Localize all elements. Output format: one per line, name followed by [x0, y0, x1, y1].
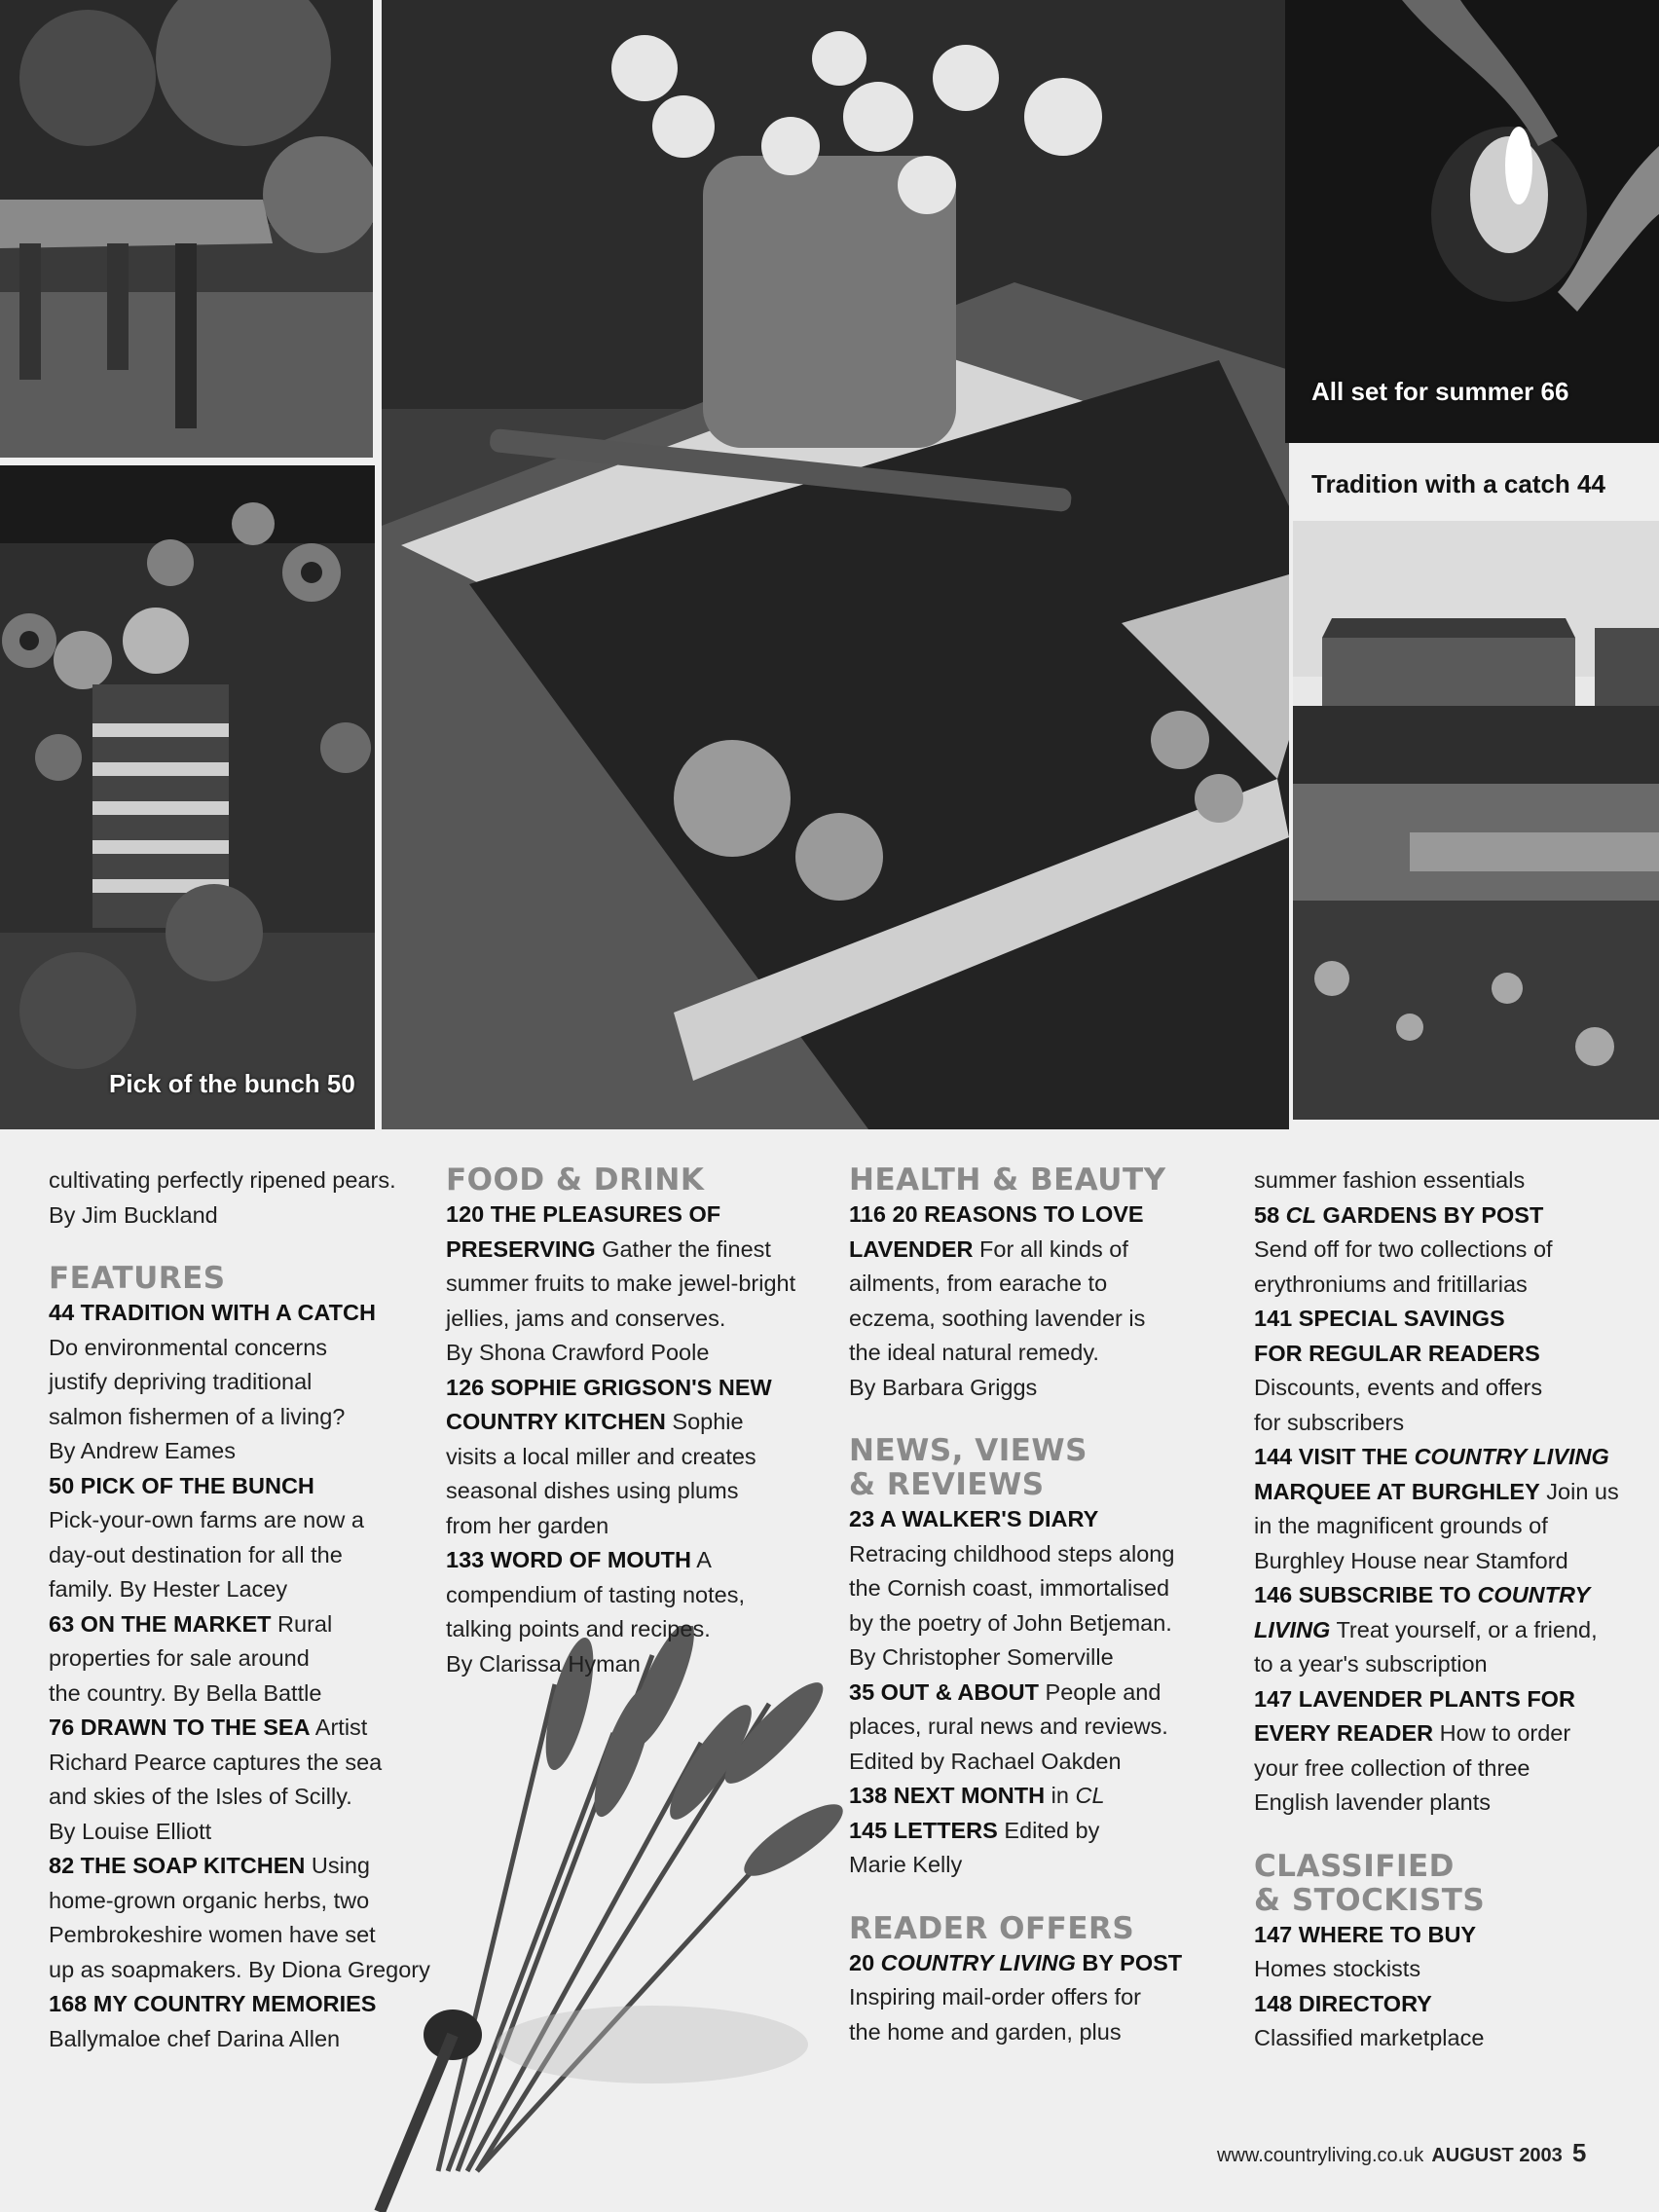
- toc-text: Artist: [310, 1714, 368, 1740]
- toc-text: day-out destination for all the: [49, 1541, 343, 1567]
- toc-text: Richard Pearce captures the sea: [49, 1749, 383, 1775]
- toc-title: 63: [49, 1610, 81, 1637]
- toc-text: By Clarissa Hyman: [446, 1650, 641, 1677]
- toc-line: [49, 1503, 438, 1538]
- toc-text: family. By Hester Lacey: [49, 1576, 288, 1602]
- toc-line: [446, 1440, 835, 1475]
- toc-text: visits a local miller and creates: [446, 1443, 756, 1469]
- toc-title: SPECIAL SAVINGS: [1298, 1306, 1505, 1331]
- toc-column-1: [49, 1163, 438, 2056]
- toc-title: 133: [446, 1547, 491, 1572]
- toc-line: [446, 1647, 835, 1682]
- toc-line: [1254, 2021, 1653, 2056]
- toc-text: talking points and recipes.: [446, 1616, 711, 1641]
- toc-line: [1254, 1233, 1653, 1268]
- toc-title: 120: [446, 1201, 491, 1227]
- toc-line: [446, 1302, 835, 1337]
- toc-text: Retracing childhood steps along: [849, 1540, 1175, 1567]
- toc-title: LETTERS: [893, 1817, 998, 1843]
- section-heading: CLASSIFIED: [1254, 1848, 1455, 1884]
- toc-line: [49, 1884, 438, 1919]
- toc-title: 82: [49, 1853, 81, 1878]
- toc-line: [1254, 1786, 1653, 1821]
- section-heading: READER OFFERS: [849, 1910, 1135, 1946]
- toc-text: Using: [305, 1853, 370, 1878]
- toc-title: 50: [49, 1472, 81, 1498]
- toc-title: 20 REASONS TO LOVE: [892, 1201, 1144, 1227]
- toc-text: For all kinds of: [973, 1235, 1128, 1262]
- caption-pick-of-bunch: Pick of the bunch 50: [109, 1069, 355, 1098]
- toc-line: [849, 1745, 1238, 1780]
- toc-text: in: [1045, 1783, 1076, 1808]
- toc-line: [1254, 1578, 1653, 1613]
- toc-title: 148: [1254, 1990, 1299, 2016]
- toc-title: PICK OF THE BUNCH: [80, 1472, 314, 1498]
- toc-line: [49, 1987, 438, 2022]
- toc-line: [49, 1780, 438, 1815]
- toc-title: A WALKER'S DIARY: [879, 1506, 1099, 1531]
- toc-line: [49, 1953, 438, 1988]
- toc-line: [49, 2022, 438, 2057]
- toc-line: [1254, 1163, 1653, 1198]
- toc-title: 126: [446, 1374, 491, 1400]
- toc-text: by the poetry of John Betjeman.: [849, 1609, 1172, 1636]
- toc-text: Join us: [1539, 1478, 1619, 1504]
- toc-text: By Shona Crawford Poole: [446, 1340, 710, 1365]
- toc-title: LIVING: [1254, 1616, 1331, 1642]
- toc-title: 141: [1254, 1306, 1299, 1331]
- section-heading: NEWS, VIEWS: [849, 1433, 1088, 1468]
- toc-text: Do environmental concerns: [49, 1334, 328, 1360]
- toc-line: [849, 1779, 1238, 1814]
- toc-line: [1254, 1440, 1653, 1475]
- toc-text: Treat yourself, or a friend,: [1330, 1616, 1598, 1642]
- toc-text: By Jim Buckland: [49, 1201, 218, 1228]
- toc-title: PRESERVING: [446, 1235, 596, 1262]
- toc-text: Classified marketplace: [1254, 2025, 1485, 2050]
- spacer: [849, 1405, 1238, 1434]
- toc-line: [849, 1267, 1238, 1302]
- toc-line: [49, 1918, 438, 1953]
- toc-line: [1254, 1682, 1653, 1717]
- toc-title: EVERY READER: [1254, 1720, 1434, 1746]
- toc-line: [1254, 1406, 1653, 1441]
- spacer: [849, 1883, 1238, 1912]
- toc-text: your free collection of three: [1254, 1754, 1530, 1781]
- toc-line: [849, 1302, 1238, 1337]
- garden-table-photo: [0, 0, 373, 458]
- toc-title: WHERE TO BUY: [1298, 1921, 1477, 1947]
- toc-title: OUT & ABOUT: [880, 1678, 1039, 1705]
- toc-line: [849, 1641, 1238, 1676]
- toc-line: [1254, 1337, 1653, 1372]
- toc-text: Pembrokeshire women have set: [49, 1922, 376, 1947]
- toc-title: COUNTRY LIVING: [1414, 1444, 1609, 1469]
- toc-title: COUNTRY: [1477, 1582, 1591, 1607]
- toc-text: cultivating perfectly ripened pears.: [49, 1167, 396, 1193]
- toc-title: THE SOAP KITCHEN: [80, 1853, 306, 1878]
- toc-text: English lavender plants: [1254, 1789, 1491, 1815]
- toc-line: [49, 1607, 438, 1642]
- toc-title: 144: [1254, 1444, 1299, 1469]
- toc-text: erythroniums and fritillarias: [1254, 1271, 1528, 1297]
- section-heading: FEATURES: [49, 1261, 226, 1296]
- toc-line: [49, 1469, 438, 1504]
- toc-title: 76: [49, 1714, 81, 1740]
- toc-text: Pick-your-own farms are now a: [49, 1507, 364, 1532]
- toc-line: [1254, 1716, 1653, 1751]
- toc-text: seasonal dishes using plums: [446, 1478, 739, 1503]
- toc-line: [49, 1331, 438, 1366]
- toc-line: [1254, 1475, 1653, 1510]
- toc-text: summer fashion essentials: [1254, 1167, 1526, 1193]
- toc-title: MARQUEE AT BURGHLEY: [1254, 1478, 1540, 1504]
- sunflower-field-photo: [0, 465, 375, 1129]
- toc-text: By Louise Elliott: [49, 1818, 212, 1844]
- toc-text: Marie Kelly: [849, 1852, 963, 1877]
- toc-text: Discounts, events and offers: [1254, 1375, 1543, 1400]
- toc-line: [849, 1980, 1238, 2015]
- section-heading: FOOD & DRINK: [446, 1162, 705, 1198]
- toc-line: [446, 1233, 835, 1268]
- toc-text: Sophie: [665, 1409, 744, 1434]
- toc-line: [49, 1434, 438, 1469]
- toc-text: Homes stockists: [1254, 1956, 1421, 1981]
- toc-line: [849, 1502, 1238, 1537]
- toc-text: Edited by: [997, 1817, 1100, 1843]
- toc-text: summer fruits to make jewel-bright: [446, 1271, 796, 1296]
- toc-line: [1254, 1371, 1653, 1406]
- toc-title: 44: [49, 1300, 81, 1325]
- toc-line: [1254, 1987, 1653, 2022]
- toc-line: [446, 1198, 835, 1233]
- toc-text: By Barbara Griggs: [849, 1374, 1038, 1400]
- toc-title: SUBSCRIBE TO: [1298, 1582, 1478, 1607]
- toc-line: [849, 1537, 1238, 1572]
- toc-title: 35: [849, 1678, 881, 1705]
- toc-text: the country. By Bella Battle: [49, 1679, 322, 1706]
- toc-text: and skies of the Isles of Scilly.: [49, 1784, 352, 1809]
- toc-text: the Cornish coast, immortalised: [849, 1575, 1170, 1601]
- toc-line: [49, 1296, 438, 1331]
- coastal-house-photo: [1293, 521, 1659, 1120]
- toc-title: ON THE MARKET: [80, 1610, 272, 1637]
- toc-title: CL: [1285, 1201, 1316, 1228]
- toc-text: eczema, soothing lavender is: [849, 1305, 1146, 1331]
- toc-text: the ideal natural remedy.: [849, 1340, 1099, 1365]
- toc-text: How to order: [1433, 1720, 1571, 1746]
- spacer: [49, 1233, 438, 1262]
- toc-text: By Christopher Somerville: [849, 1644, 1114, 1670]
- toc-line: [49, 1677, 438, 1712]
- toc-line: [446, 1509, 835, 1544]
- toc-text: Rural: [271, 1610, 333, 1637]
- toc-line: [49, 1198, 438, 1234]
- toc-text: for subscribers: [1254, 1409, 1405, 1435]
- toc-text: Gather the finest: [595, 1235, 771, 1262]
- toc-title: LAVENDER PLANTS FOR: [1298, 1685, 1575, 1712]
- toc-line: [849, 1710, 1238, 1745]
- toc-line: [49, 1365, 438, 1400]
- toc-line: [1254, 1751, 1653, 1787]
- toc-title: TRADITION WITH A CATCH: [80, 1300, 376, 1325]
- toc-line: [446, 1267, 835, 1302]
- toc-title: 145: [849, 1817, 894, 1843]
- toc-line: [446, 1543, 835, 1578]
- toc-text: up as soapmakers. By Diona Gregory: [49, 1956, 430, 1982]
- toc-line: [1254, 1509, 1653, 1544]
- toc-column-3: [849, 1163, 1238, 2049]
- section-heading: HEALTH & BEAUTY: [849, 1162, 1166, 1198]
- toc-title: 168: [49, 1991, 93, 2016]
- toc-text: compendium of tasting notes,: [446, 1581, 745, 1607]
- page-footer: [1217, 2138, 1586, 2168]
- toc-text: Send off for two collections of: [1254, 1236, 1553, 1262]
- toc-line: [49, 1711, 438, 1746]
- toc-title: NEXT MONTH: [893, 1783, 1046, 1808]
- toc-text: People and: [1038, 1678, 1161, 1705]
- toc-text: jellies, jams and conserves.: [446, 1305, 726, 1331]
- toc-line: [446, 1612, 835, 1647]
- toc-line: [49, 1641, 438, 1677]
- toc-title: 23: [849, 1506, 880, 1531]
- toc-line: [849, 1676, 1238, 1711]
- toc-line: [849, 1198, 1238, 1233]
- toc-line: [849, 1606, 1238, 1641]
- toc-line: [849, 2015, 1238, 2050]
- toc-line: [446, 1474, 835, 1509]
- toc-line: [1254, 1268, 1653, 1303]
- toc-line: [1254, 1952, 1653, 1987]
- toc-title: WORD OF MOUTH: [490, 1547, 691, 1572]
- toc-line: [49, 1572, 438, 1607]
- toc-title: VISIT THE: [1298, 1444, 1415, 1469]
- toc-line: [1254, 1302, 1653, 1337]
- page-number: 5: [1571, 2138, 1587, 2167]
- section-heading: & REVIEWS: [849, 1467, 1045, 1502]
- toc-title: THE PLEASURES OF: [490, 1201, 721, 1227]
- toc-title: 58: [1254, 1201, 1286, 1228]
- toc-line: [849, 1233, 1238, 1268]
- toc-title: DRAWN TO THE SEA: [80, 1714, 311, 1740]
- toc-text: Inspiring mail-order offers for: [849, 1984, 1141, 2009]
- toc-line: [849, 1946, 1238, 1981]
- toc-title: MY COUNTRY MEMORIES: [92, 1991, 377, 2016]
- toc-line: [849, 1371, 1238, 1406]
- toc-text: Burghley House near Stamford: [1254, 1547, 1568, 1573]
- toc-line: [49, 1538, 438, 1573]
- toc-line: [49, 1746, 438, 1781]
- toc-title: SOPHIE GRIGSON'S NEW: [490, 1374, 772, 1400]
- toc-title: 116: [849, 1201, 893, 1227]
- toc-text: to a year's subscription: [1254, 1651, 1488, 1677]
- toc-text: ailments, from earache to: [849, 1271, 1108, 1296]
- toc-text: home-grown organic herbs, two: [49, 1887, 370, 1913]
- toc-line: [849, 1571, 1238, 1606]
- toc-line: [49, 1849, 438, 1884]
- caption-all-set: All set for summer 66: [1311, 377, 1569, 406]
- caption-tradition: Tradition with a catch 44: [1311, 469, 1605, 498]
- toc-title: FOR REGULAR READERS: [1254, 1340, 1540, 1366]
- toc-text: A: [691, 1547, 712, 1572]
- toc-title: COUNTRY LIVING: [880, 1949, 1076, 1975]
- toc-column-4: [1254, 1163, 1653, 2056]
- toc-line: [1254, 1198, 1653, 1234]
- toc-text: salmon fishermen of a living?: [49, 1403, 346, 1429]
- spacer: [1254, 1821, 1653, 1850]
- toc-title: 146: [1254, 1582, 1299, 1607]
- toc-title: DIRECTORY: [1298, 1990, 1432, 2016]
- toc-line: [49, 1815, 438, 1850]
- toc-line: [849, 1848, 1238, 1883]
- toc-line: [49, 1400, 438, 1435]
- toc-line: [849, 1814, 1238, 1849]
- toc-title: 147: [1254, 1685, 1299, 1712]
- flowers-notebook-photo: [382, 0, 1289, 1129]
- footer-url[interactable]: www.countryliving.co.uk: [1217, 2145, 1424, 2166]
- toc-text: places, rural news and reviews.: [849, 1714, 1168, 1739]
- toc-line: [1254, 1647, 1653, 1682]
- toc-text: justify depriving traditional: [49, 1369, 313, 1394]
- toc-line: [49, 1163, 438, 1198]
- toc-title: LAVENDER: [849, 1235, 974, 1262]
- toc-title: 147: [1254, 1921, 1299, 1947]
- section-heading: & STOCKISTS: [1254, 1882, 1486, 1918]
- toc-line: [446, 1336, 835, 1371]
- toc-line: [1254, 1613, 1653, 1648]
- footer-issue-date: AUGUST 2003: [1431, 2145, 1563, 2166]
- toc-line: [1254, 1918, 1653, 1953]
- toc-line: [849, 1336, 1238, 1371]
- toc-column-2: [446, 1163, 835, 1681]
- toc-text: Edited by Rachael Oakden: [849, 1748, 1122, 1774]
- toc-title: BY POST: [1075, 1949, 1183, 1975]
- toc-text: the home and garden, plus: [849, 2018, 1122, 2045]
- toc-title: 138: [849, 1783, 894, 1808]
- toc-text: from her garden: [446, 1512, 609, 1538]
- toc-title: CL: [1075, 1783, 1105, 1808]
- toc-line: [446, 1371, 835, 1406]
- toc-title: COUNTRY KITCHEN: [446, 1409, 666, 1434]
- toc-title: 20: [849, 1949, 881, 1975]
- toc-text: in the magnificent grounds of: [1254, 1513, 1548, 1538]
- toc-line: [446, 1405, 835, 1440]
- toc-text: By Andrew Eames: [49, 1438, 237, 1463]
- toc-text: Ballymaloe chef Darina Allen: [49, 2025, 341, 2051]
- toc-title: GARDENS BY POST: [1316, 1201, 1544, 1228]
- toc-text: properties for sale around: [49, 1645, 310, 1671]
- toc-line: [446, 1578, 835, 1613]
- toc-line: [1254, 1544, 1653, 1579]
